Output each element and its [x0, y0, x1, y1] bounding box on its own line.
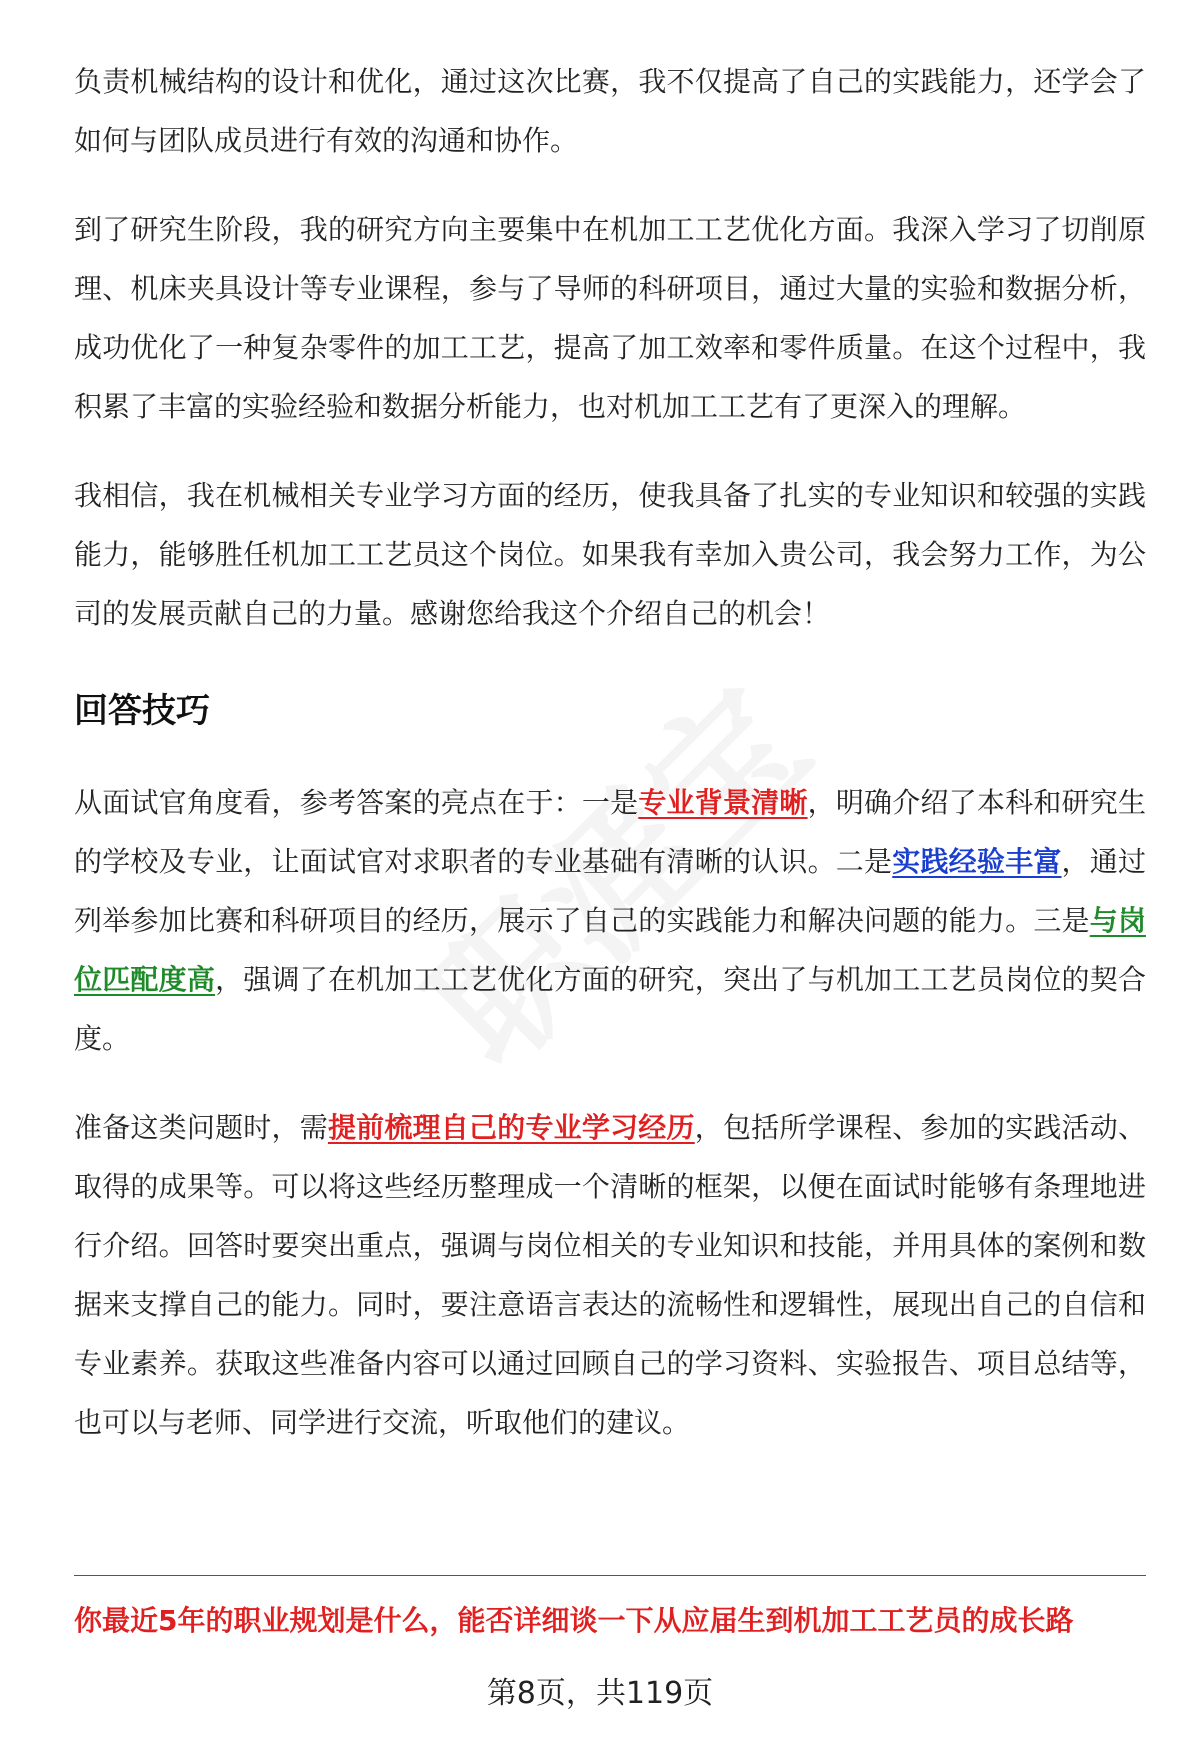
paragraph-4-text: 从面试官角度看，参考答案的亮点在于：一是 [74, 786, 639, 819]
document-body [74, 52, 1146, 1452]
highlight-job-match: 与岗位匹配度高 [74, 904, 1146, 996]
paragraph-5-text: ，包括所学课程、参加的实践活动、取得的成果等。可以将这些经历整理成一个清晰的框架，以便在面试时能够有条理地进行介绍。回答时要突出重点，强调与岗位相关的专业知识和技能，并用具体的案例和数据来支撑自己的能力。同时，要注意语言表达的流畅性和逻辑性，展现出自己的自信和专业素养。获取这些准备内容可以通过回顾自己的学习资料、实验报告、项目总结等，也可以与老师、同学进行交流，听取他们的建议。 [74, 1111, 1146, 1439]
paragraph-2: 到了研究生阶段，我的研究方向主要集中在机加工工艺优化方面。我深入学习了切削原理、机床夹具设计等专业课程，参与了导师的科研项目，通过大量的实验和数据分析，成功优化了一种复杂零件的加工工艺，提高了加工效率和零件质量。在这个过程中，我积累了丰富的实验经验和数据分析能力，也对机加工工艺有了更深入的理解。 [74, 213, 1146, 423]
highlight-professional-background: 专业背景清晰 [638, 786, 808, 819]
paragraph-4-text: ，明确介绍了本科和研究生的学校及专业，让面试官对求职者的专业基础有清晰的认识。二是 [74, 786, 1146, 878]
page-number: 第8页，共119页 [486, 1676, 714, 1711]
paragraph-4-text: ，强调了在机加工工艺优化方面的研究，突出了与机加工工艺员岗位的契合度。 [74, 963, 1146, 1055]
section-heading: 回答技巧 [74, 691, 210, 731]
paragraph-4 [74, 773, 1146, 1068]
paragraph-5-text: 准备这类问题时，需 [74, 1111, 328, 1144]
paragraph-3: 我相信，我在机械相关专业学习方面的经历，使我具备了扎实的专业知识和较强的实践能力，能够胜任机加工工艺员这个岗位。如果我有幸加入贵公司，我会努力工作，为公司的发展贡献自己的力量。感谢您给我这个介绍自己的机会！ [74, 479, 1146, 630]
paragraph-4-text: ，通过列举参加比赛和科研项目的经历，展示了自己的实践能力和解决问题的能力。三是 [74, 845, 1146, 937]
next-question-title: 你最近5年的职业规划是什么，能否详细谈一下从应届生到机加工工艺员的成长路 [74, 1604, 1074, 1637]
paragraph-5 [74, 1098, 1146, 1452]
divider [74, 1575, 1146, 1576]
highlight-practical-experience: 实践经验丰富 [892, 845, 1062, 878]
paragraph-1: 负责机械结构的设计和优化，通过这次比赛，我不仅提高了自己的实践能力，还学会了如何与团队成员进行有效的沟通和协作。 [74, 65, 1146, 157]
highlight-organize-experience: 提前梳理自己的专业学习经历 [327, 1111, 695, 1144]
